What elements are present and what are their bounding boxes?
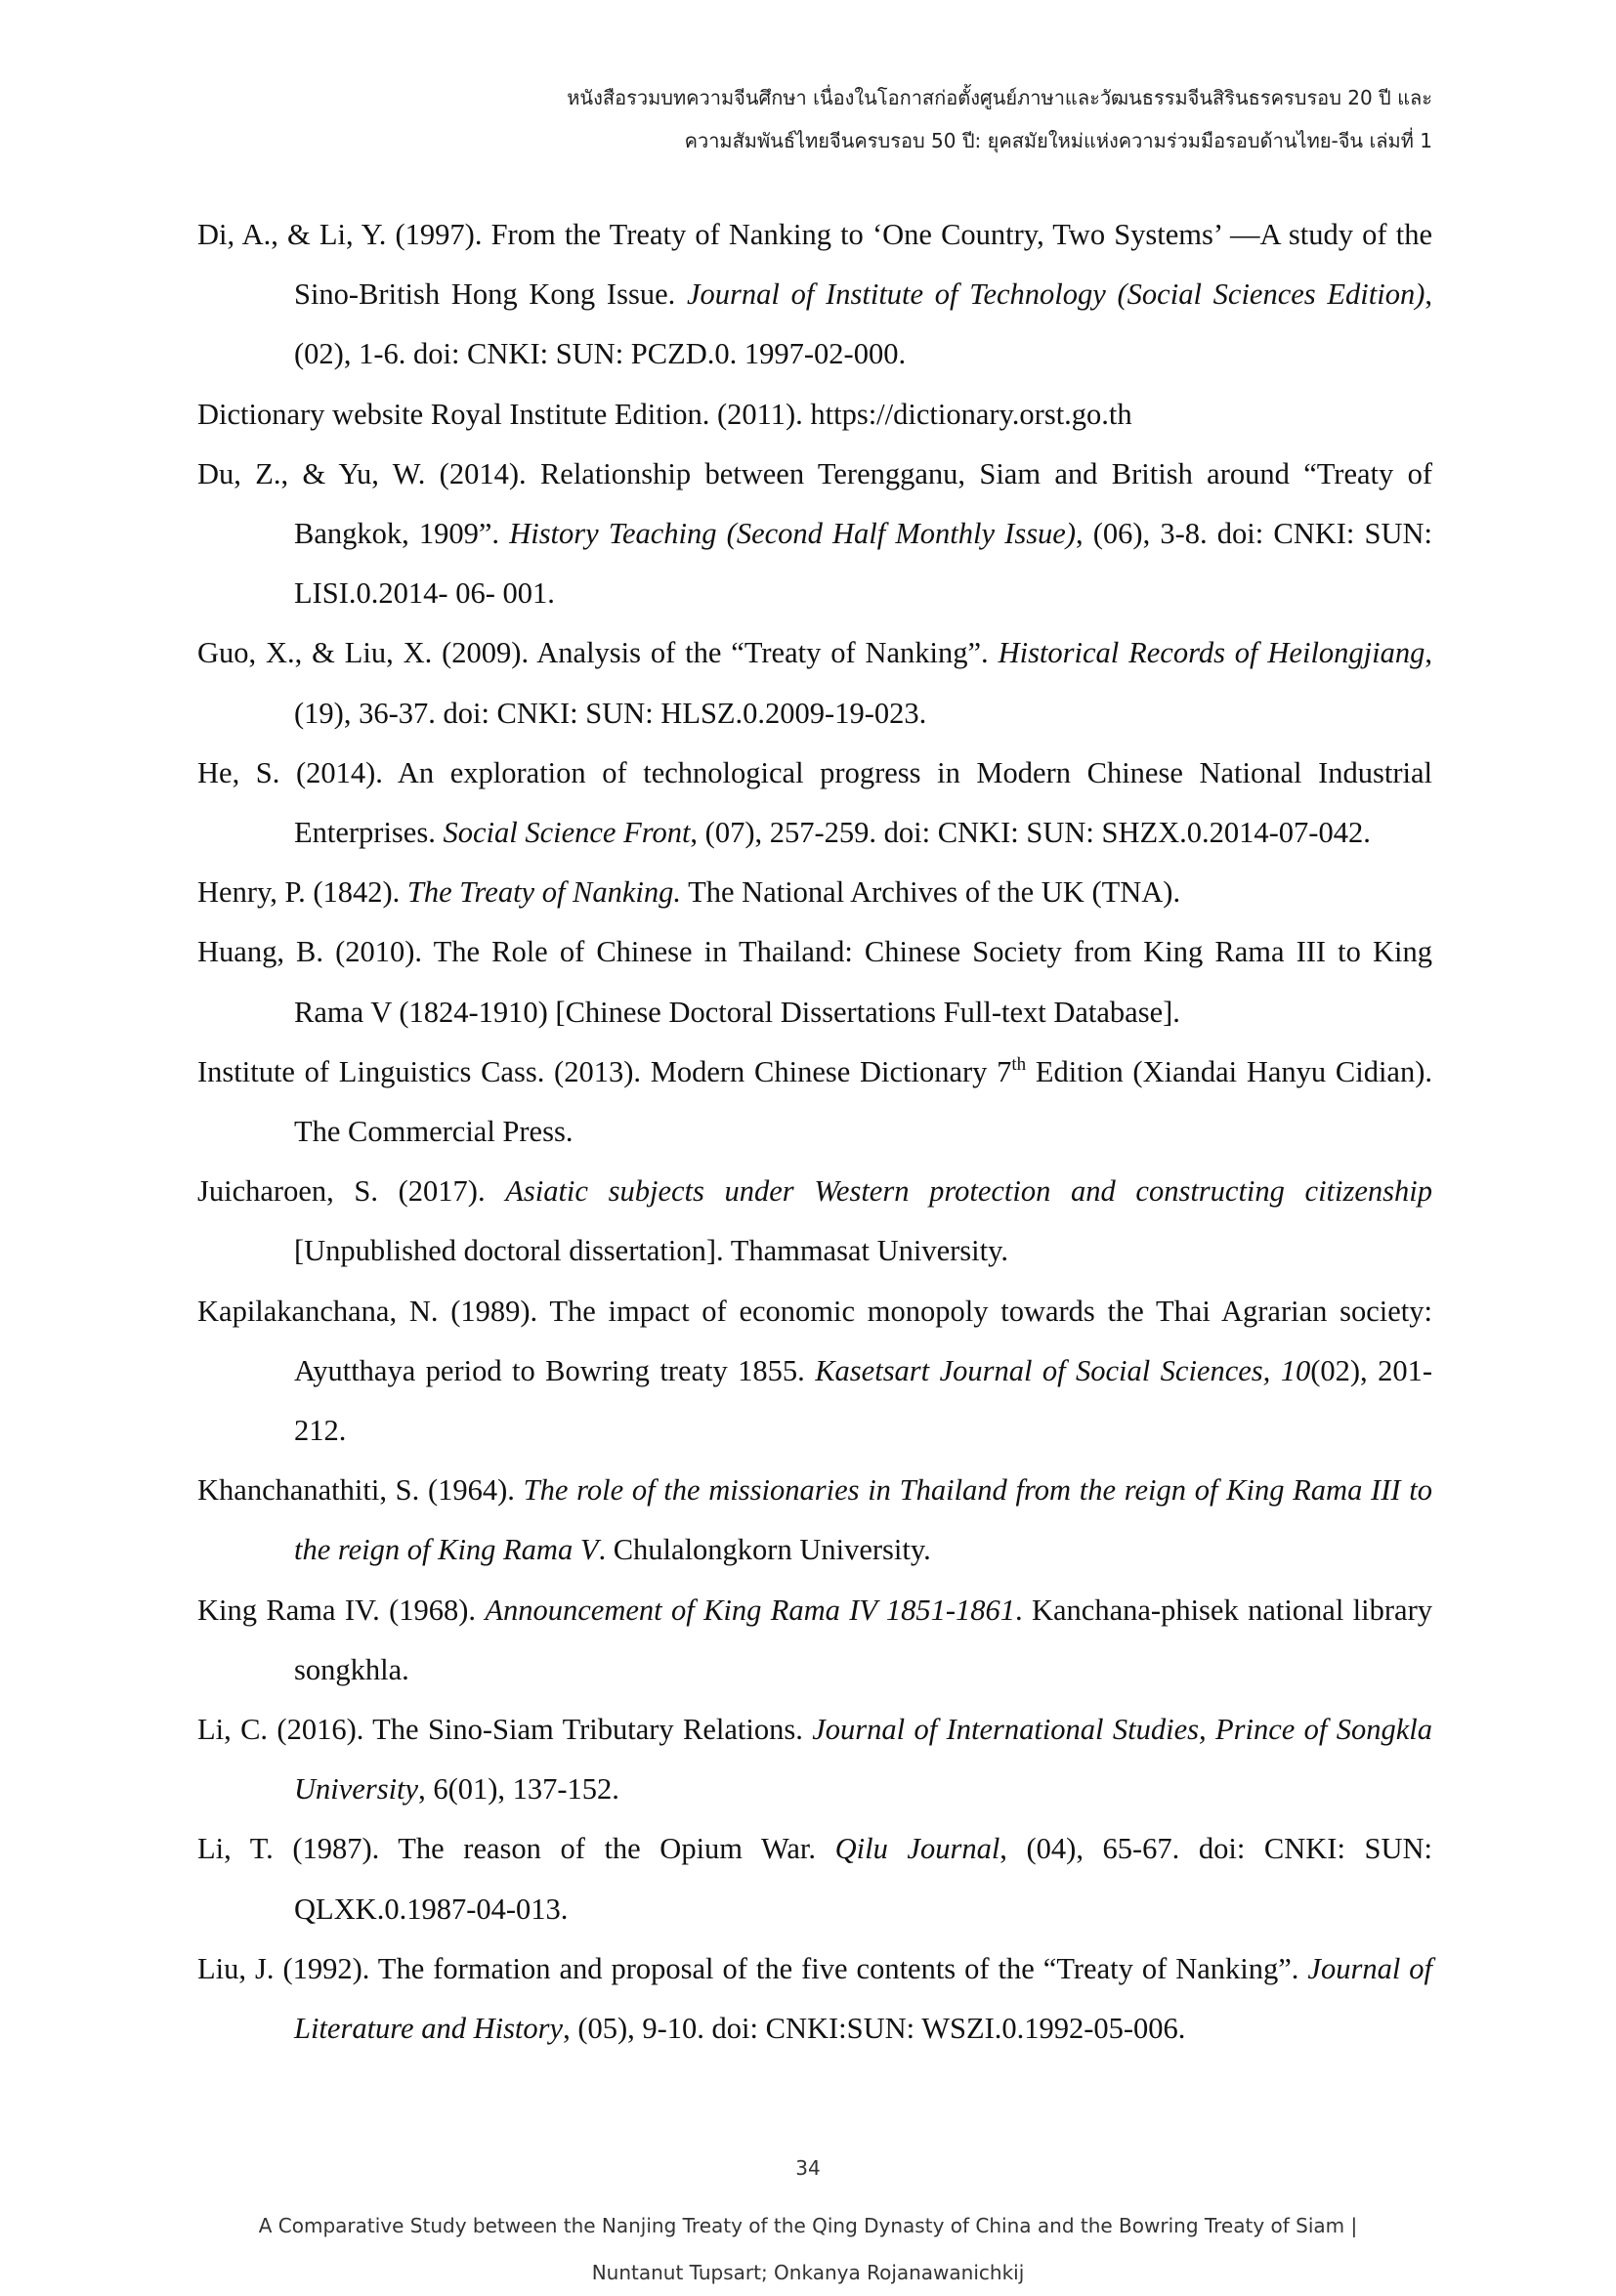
footer-authors: Nuntanut Tupsart; Onkanya Rojanawanichkij bbox=[591, 2261, 1025, 2284]
header-line-2: ความสัมพันธ์ไทยจีนครบรอบ 50 ปี: ยุคสมัยใหม่แห่งความร่วมมือรอบด้านไทย-จีน เล่มที่ 1 bbox=[684, 129, 1432, 152]
reference-list bbox=[197, 205, 1432, 2059]
running-header bbox=[162, 76, 1432, 162]
running-footer bbox=[0, 2202, 1616, 2296]
header-line-1: หนังสือรวมบทความจีนศึกษา เนื่องในโอกาสก่อตั้งศูนย์ภาษาและวัฒนธรรมจีนสิรินธรครบรอบ 20 ปี และ bbox=[567, 86, 1432, 109]
reference-entry: Juicharoen, S. (2017). Asiatic subjects under Western protection and constructing citizenship [Unpublished doctoral dissertation]. Thammasat University. bbox=[197, 1174, 1433, 1268]
reference-entry: Kapilakanchana, N. (1989). The impact of economic monopoly towards the Thai Agrarian society: Ayutthaya period to Bowring treaty 1855. Kasetsart Journal of Social Sciences, 10(02), 201-212. bbox=[197, 1294, 1432, 1448]
reference-entry: Huang, B. (2010). The Role of Chinese in Thailand: Chinese Society from King Rama III to King Rama V (1824-1910) [Chinese Doctoral Dissertations Full-text Database]. bbox=[197, 935, 1432, 1029]
reference-entry: Institute of Linguistics Cass. (2013). Modern Chinese Dictionary 7th Edition (Xiandai Hanyu Cidian). The Commercial Press. bbox=[197, 1053, 1432, 1149]
footer-title: A Comparative Study between the Nanjing Treaty of the Qing Dynasty of China and the Bowring Treaty of Siam | bbox=[258, 2214, 1358, 2237]
reference-entry: Guo, X., & Liu, X. (2009). Analysis of the “Treaty of Nanking”. Historical Records of Heilongjiang, (19), 36-37. doi: CNKI: SUN: HLSZ.0.2009-19-023. bbox=[197, 636, 1432, 730]
reference-entry: Khanchanathiti, S. (1964). The role of the missionaries in Thailand from the reign of King Rama III to the reign of King Rama V. Chulalongkorn University. bbox=[197, 1473, 1432, 1567]
page-number: 34 bbox=[795, 2156, 821, 2180]
reference-entry: Henry, P. (1842). The Treaty of Nanking. The National Archives of the UK (TNA). bbox=[197, 875, 1181, 910]
reference-entry: Di, A., & Li, Y. (1997). From the Treaty of Nanking to ‘One Country, Two Systems’ —A study of the Sino-British Hong Kong Issue. Journal of Institute of Technology (Social Sciences Edition), (02), 1-6. doi: CNKI: SUN: PCZD.0. 1997-02-000. bbox=[197, 218, 1432, 371]
reference-entry: Dictionary website Royal Institute Edition. (2011). https://dictionary.orst.go.th bbox=[197, 397, 1132, 431]
reference-entry: He, S. (2014). An exploration of technological progress in Modern Chinese National Industrial Enterprises. Social Science Front, (07), 257-259. doi: CNKI: SUN: SHZX.0.2014-07-042. bbox=[197, 755, 1432, 850]
reference-entry: Li, C. (2016). The Sino-Siam Tributary Relations. Journal of International Studies, Prince of Songkla University, 6(01), 137-152. bbox=[197, 1713, 1432, 1807]
reference-entry: Li, T. (1987). The reason of the Opium War. Qilu Journal, (04), 65-67. doi: CNKI: SUN: QLXK.0.1987-04-013. bbox=[197, 1832, 1432, 1926]
reference-entry: Du, Z., & Yu, W. (2014). Relationship between Terengganu, Siam and British around “Treaty of Bangkok, 1909”. History Teaching (Second Half Monthly Issue), (06), 3-8. doi: CNKI: SUN: LISI.0.2014- 06- 001. bbox=[197, 456, 1432, 611]
reference-entry: Liu, J. (1992). The formation and proposal of the five contents of the “Treaty of Nanking”. Journal of Literature and History, (05), 9-10. doi: CNKI:SUN: WSZI.0.1992-05-006. bbox=[197, 1951, 1432, 2046]
reference-entry: King Rama IV. (1968). Announcement of King Rama IV 1851-1861. Kanchana-phisek national library songkhla. bbox=[197, 1593, 1432, 1686]
